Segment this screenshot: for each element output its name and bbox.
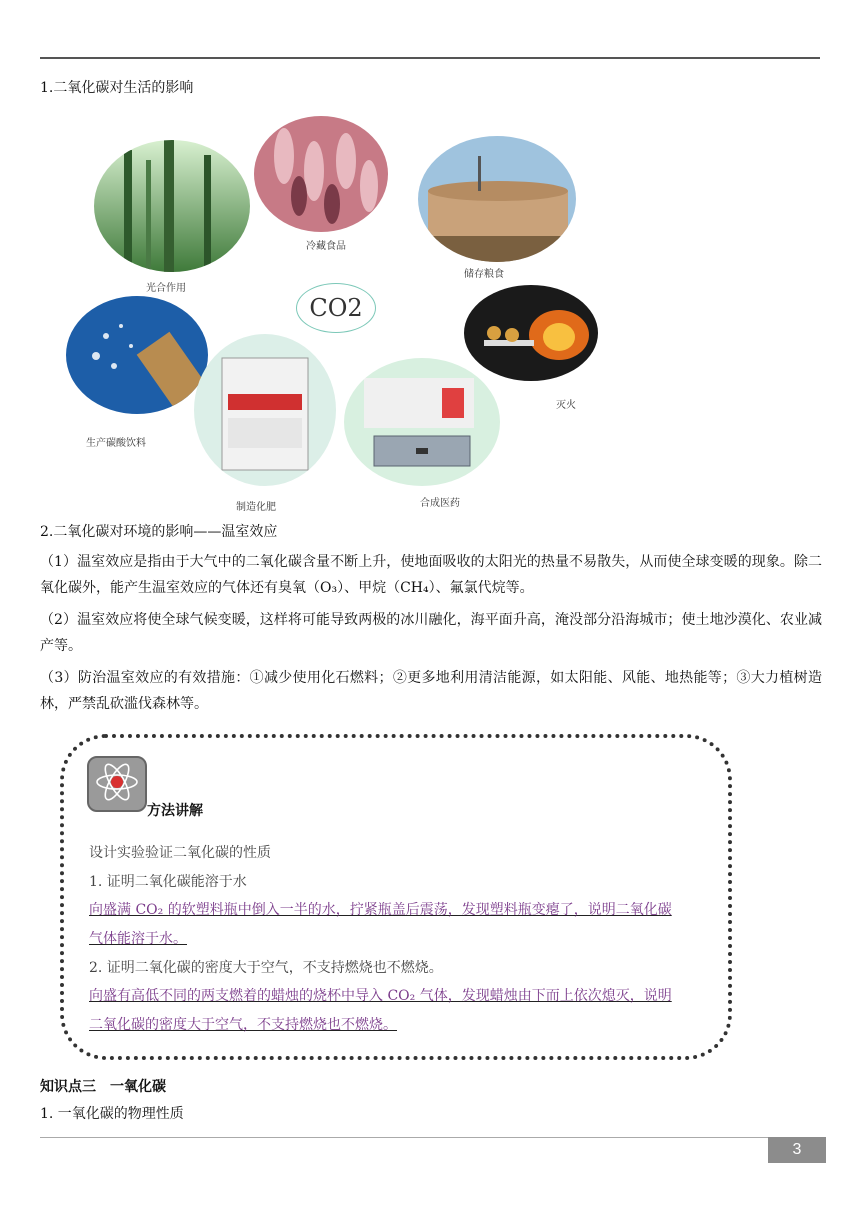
footer-rule <box>40 1137 820 1138</box>
forest-photo <box>94 140 250 272</box>
greenhouse-paragraph-2: （2）温室效应将使全球气候变暖，这样将可能导致两极的冰川融化，海平面升高，淹没部分沿海城市；使土地沙漠化、农业减产等。 <box>40 612 822 654</box>
method-item2-title: 2. 证明二氧化碳的密度大于空气，不支持燃烧也不燃烧。 <box>89 960 443 976</box>
page-number: 3 <box>768 1137 826 1163</box>
co2-label: CO2 <box>296 283 376 333</box>
firefighting-photo <box>464 285 598 381</box>
soda-photo <box>66 296 208 414</box>
caption-soda: 生产碳酸饮料 <box>86 438 146 449</box>
caption-cold-storage: 冷藏食品 <box>306 241 346 252</box>
method-box <box>60 734 732 1060</box>
caption-fire: 灭火 <box>556 400 576 411</box>
medicine-photo <box>344 358 500 486</box>
method-item1-title: 1. 证明二氧化碳能溶于水 <box>89 874 247 890</box>
caption-fertilizer: 制造化肥 <box>236 502 276 513</box>
method-title: 方法讲解 <box>147 803 203 819</box>
caption-medicine: 合成医药 <box>420 498 460 509</box>
caption-photosynthesis: 光合作用 <box>146 283 186 294</box>
section3-sub1: 1. 一氧化碳的物理性质 <box>40 1106 184 1122</box>
grain-silo-photo <box>418 136 576 262</box>
greenhouse-paragraph-3: （3）防治温室效应的有效措施：①减少使用化石燃料；②更多地利用清洁能源，如太阳能、风能、地热能等；③大力植树造林，严禁乱砍滥伐森林等。 <box>40 670 822 712</box>
greenhouse-paragraph-1: （1）温室效应是指由于大气中的二氧化碳含量不断上升，使地面吸收的太阳光的热量不易散失，从而使全球变暖的现象。除二氧化碳外，能产生温室效应的气体还有臭氧（O₃）、甲烷（CH₄）、氟氯代烷等。 <box>40 554 822 596</box>
method-item1-line2: 气体能溶于水。 <box>89 931 187 947</box>
section2-heading: 2.二氧化碳对环境的影响——温室效应 <box>40 524 278 540</box>
section3-heading: 知识点三 一氧化碳 <box>40 1079 166 1095</box>
header-rule <box>40 57 820 59</box>
atom-icon <box>87 756 147 812</box>
fertilizer-photo <box>194 334 336 486</box>
method-item1-line1: 向盛满 CO₂ 的软塑料瓶中倒入一半的水，拧紧瓶盖后震荡，发现塑料瓶变瘪了，说明二氧化碳 <box>89 902 672 918</box>
section1-heading: 1.二氧化碳对生活的影响 <box>40 80 194 96</box>
caption-grain-storage: 储存粮食 <box>464 269 504 280</box>
method-intro: 设计实验验证二氧化碳的性质 <box>89 845 271 861</box>
frozen-food-photo <box>254 116 388 232</box>
method-item2-line2: 二氧化碳的密度大于空气，不支持燃烧也不燃烧。 <box>89 1017 397 1033</box>
method-item2-line1: 向盛有高低不同的两支燃着的蜡烛的烧杯中导入 CO₂ 气体，发现蜡烛由下而上依次熄灭，说明 <box>89 988 672 1004</box>
